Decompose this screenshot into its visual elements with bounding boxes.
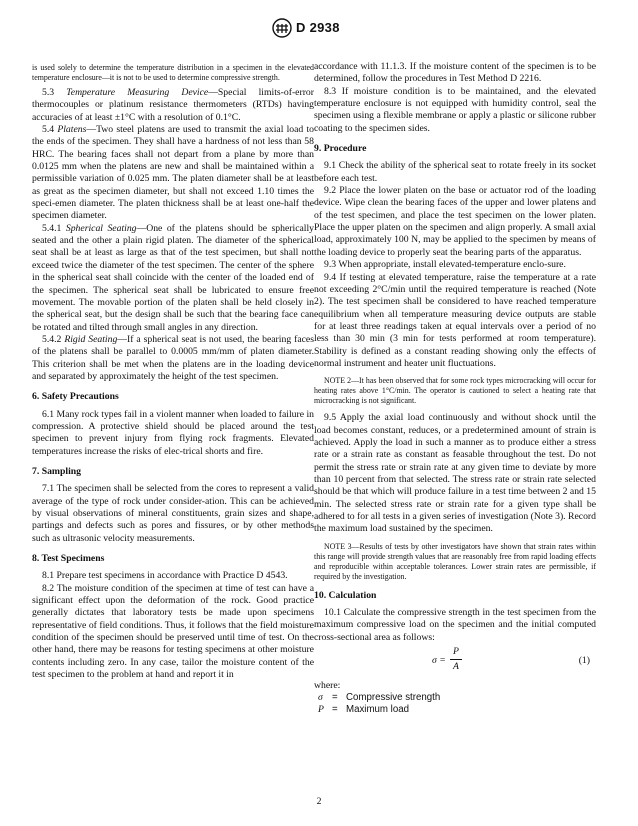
equation-lhs: σ = [432,655,446,667]
section-5-4: 5.4 Platens—Two steel platens are used to transmit the axial load to the ends of the specimen. They shall have a hardness of not less than 58 HRC. The bearing faces shall not depart from a plane by more than 0.0125 mm when the platens are new and shall be maintained within a permissible variation of 0.025 mm. The platen diameter shall be at least as great as the specimen diameter, but shall not exceed 1.10 times the speci-emen diameter. The platen thickness shall be at least one-half the specimen diameter. [32,124,315,222]
equals-sign: = [332,704,338,716]
equation-fraction [450,646,462,674]
section-6-1: 6.1 Many rock types fail in a violent manner when loaded to failure in compression. A protective shield should be placed around the test specimen to prevent injury from flying rock fragments. Elevated temperatures increase the risks of elec-trical shorts and fire. [32,408,314,457]
note-3: NOTE 3—Results of tests by other investigators have shown that strain rates within this range will provide strength values that are reasonably free from rapid loading effects and reproducible within acceptable tolerances. Lower strain rates are permissible, if required by the investigation. [314,541,596,581]
section-5-3: 5.3 Temperature Measuring Device—Special limits-of-error thermocouples or platinum resistance thermometers (RTDs) having accuracies of at least ±1°C with a resolution of 0.1°C. [32,87,314,123]
definition-text: Maximum load [346,704,409,716]
variable-definitions [318,692,596,716]
note-2: NOTE 2—It has been observed that for some rock types microcracking will occur for heating rates above 1°C/min. The operator is cautioned to select a heating rate that microcracking is not significant. [314,376,596,406]
definition-row [318,704,596,716]
definition-symbol: σ [318,692,323,704]
section-8-3: 8.3 If moisture condition is to be maintained, and the elevated temperature enclosure is not equipped with humidity control, seal the specimen using a flexible membrane or apply a plastic or silicone rubber coating to the specimen sides. [314,85,596,134]
section-9-3: 9.3 When appropriate, install elevated-temperature enclo-sure. [324,259,566,271]
definition-text: Compressive strength [346,692,441,704]
section-10-1: 10.1 Calculate the compressive strength in the test specimen from the maximum compressive load on the specimen and the initial computed cross-sectional area as follows: [314,607,596,643]
where-label: where: [314,680,341,692]
fraction-numerator: P [453,646,459,658]
definition-row [318,692,596,704]
paragraph: accordance with 11.1.3. If the moisture content of the specimen is to be determined, follow the procedures in Test Method D 2216. [314,61,596,85]
fraction-denominator: A [453,661,459,673]
section-heading: 6. Safety Precautions [32,391,119,403]
section-5-4-2: 5.4.2 Rigid Seating—If a spherical seat is not used, the bearing faces of the platens shall be parallel to 0.0005 mm/mm of platen diameter. This criterion shall be met when the platens are in the loading device and separated by approximately the height of the test specimen. [32,333,314,382]
section-8-1: 8.1 Prepare test specimens in accordance with Practice D 4543. [42,570,288,582]
section-9-5: 9.5 Apply the axial load continuously and without shock until the load becomes constant, reduces, or a predetermined amount of strain is achieved. Apply the load in such a manner as to produce either a stress rate or a strain rate as constant as feasable throughout the test. Do not permit the stress rate or strain rate at any given time to deviate by more than 10 percent from that selected. The stress rate or strain rate selected should be that which will produce failure in a test time between 2 and 15 min. The selected stress rate or strain rate for a given type shall be adhered to for all tests in a given series of investigation (Note 3). Record the maximum load sustained by the specimen. [314,412,596,535]
astm-logo-icon [272,18,292,38]
right-column [314,61,596,716]
equation-number: (1) [578,655,590,667]
section-9-1: 9.1 Check the ability of the spherical seat to rotate freely in its socket before each test. [314,160,596,184]
definition-symbol: P [318,704,324,716]
section-7-1: 7.1 The specimen shall be selected from the cores to represent a valid average of the type of rock under consider-ation. This can be achieved by visual observations of mineral constituents, grain sizes and shape, partings and defects such as pores and fissures, or by other methods such as ultrasonic velocity measurements. [32,483,314,544]
equation-1 [314,646,596,676]
section-heading: 10. Calculation [314,589,377,601]
section-9-4: 9.4 If testing at elevated temperature, raise the temperature at a rate not exceeding 2°C/min until the required temperature is reached (Note 2). The test specimen shall be considered to have reached temperature equilibrium when all temperature measuring device outputs are stable for at least three readings taken at equal intervals over a period of no less than 30 min (3 min for tests performed at room temperature). Stability is defined as a constant reading showing only the effects of normal instrument and heater unit fluctuations. [314,271,596,369]
section-8-2: 8.2 The moisture condition of the specimen at time of test can have a significant effect upon the deformation of the rock. Good practice generally dictates that laboratory tests be made upon specimens representative of field conditions. Thus, it follows that the field moisture condition of the specimen should be preserved until time of test. On the other hand, there may be reasons for testing specimens at other moisture contents including zero. In any case, tailor the moisture content of the test specimen to the problem at hand and report it in [32,582,314,681]
standard-designation: D 2938 [296,20,340,35]
section-9-2: 9.2 Place the lower platen on the base or actuator rod of the loading device. Wipe clean the bearing faces of the upper and lower platens and of the test specimen, and place the test specimen on the lower platen. Place the upper platen on the specimen and align properly. A small axial load, approximately 100 N, may be applied to the specimen by means of the loading device to properly seat the bearing parts of the apparatus. [314,185,596,258]
page-header [0,18,638,42]
section-5-4-1: 5.4.1 Spherical Seating—One of the platens should be spherically seated and the other a plain rigid platen. The diameter of the spherical seat shall be at least as large as that of the test specimen, but shall not exceed twice the diameter of the test specimen. The center of the sphere in the spherical seat shall coincide with the center of the loaded end of the specimen. The spherical seat shall be lubricated to ensure free movement. The movable portion of the platen shall be held closely in the spherical seat, but the design shall be such that the bearing face can be rotated and tilted through small angles in any direction. [32,222,315,333]
section-heading: 9. Procedure [314,143,367,155]
left-column [32,61,314,681]
fraction-bar [450,659,462,660]
page-number: 2 [316,796,322,807]
section-heading: 7. Sampling [32,465,81,477]
equals-sign: = [332,692,338,704]
section-heading: 8. Test Specimens [32,553,105,565]
paragraph: is used solely to determine the temperature distribution in a specimen in the elevated temperature enclosure—it is not to be used to determine compressive strength. [32,63,314,82]
